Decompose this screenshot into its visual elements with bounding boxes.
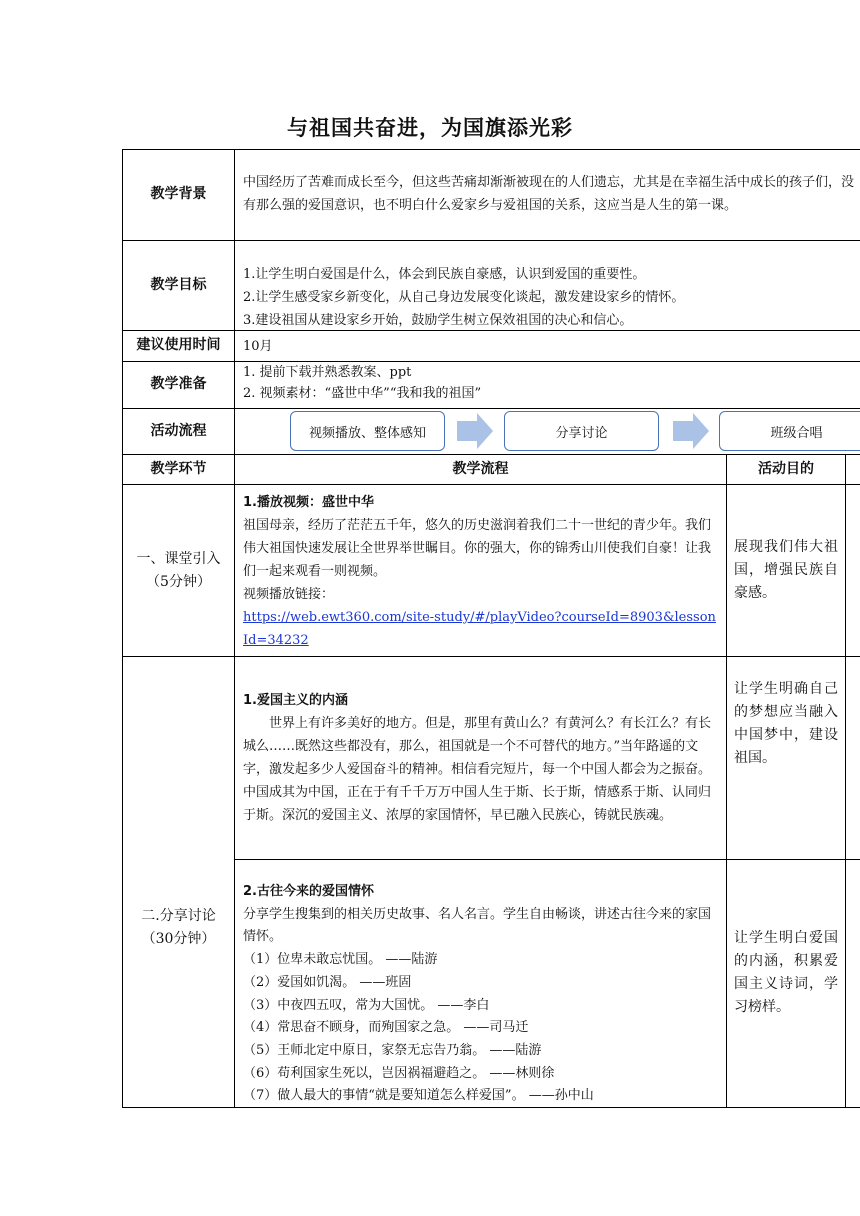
goal-item: 1.让学生明白爱国是什么，体会到民族自豪感，认识到爱国的重要性。 (243, 267, 646, 282)
flow-step-video: 视频播放、整体感知 (290, 411, 445, 451)
stage-duration: （30分钟） (141, 931, 216, 947)
goal-item: 2.让学生感受家乡新变化，从自己身边发展变化谈起，激发建设家乡的情怀。 (243, 290, 685, 305)
section2-stage (123, 905, 234, 951)
header-purpose: 活动目的 (758, 461, 814, 477)
header-process: 教学流程 (452, 461, 509, 477)
part2-purpose: 让学生明白爱国的内涵，积累爱国主义诗词，学习榜样。 (734, 930, 838, 1015)
arrow-right-icon (457, 413, 493, 449)
section2-part2 (243, 881, 723, 1108)
quote-item: （2）爱国如饥渴。 ——班固 (243, 974, 412, 990)
part2-heading: 2.古往今来的爱国情怀 (243, 884, 374, 899)
flow-step-sing: 班级合唱 (719, 411, 860, 451)
section1-heading: 1.播放视频：盛世中华 (243, 495, 374, 510)
section1-stage (123, 548, 234, 594)
goals-label: 教学目标 (150, 277, 207, 293)
quote-item: （5）王师北定中原日，家祭无忘告乃翁。 ——陆游 (243, 1042, 542, 1058)
link-label: 视频播放链接： (243, 587, 335, 602)
section1-body: 祖国母亲，经历了茫茫五千年，悠久的历史滋润着我们二十一世纪的青少年。我们伟大祖国快速发展让全世界举世瞩目。你的强大，你的锦秀山川使我们自豪！让我们一起来观看一则视频。 (243, 518, 712, 579)
time-label: 建议使用时间 (136, 337, 221, 353)
part1-heading: 1.爱国主义的内涵 (243, 693, 348, 708)
time-value: 10月 (243, 339, 273, 354)
goals-list (243, 263, 860, 332)
section1-purpose: 展现我们伟大祖国，增强民族自豪感。 (734, 539, 838, 601)
quote-item: （1）位卑未敢忘忧国。 ——陆游 (243, 952, 438, 968)
section2-part1 (243, 689, 718, 827)
prep-item: 1. 提前下载并熟悉教案、ppt (243, 365, 412, 380)
quote-item: （6）苟利国家生死以，岂因祸福避趋之。 ——林则徐 (243, 1065, 555, 1081)
part1-purpose: 让学生明确自己的梦想应当融入中国梦中，建设祖国。 (734, 681, 838, 766)
stage-name: 二.分享讨论 (141, 908, 216, 924)
header-stage: 教学环节 (150, 461, 207, 477)
prep-label: 教学准备 (150, 376, 207, 392)
video-link[interactable]: https://web.ewt360.com/site-study/#/playVideo?courseId=8903&lessonId=34232 (243, 610, 716, 648)
arrow-right-icon (673, 413, 709, 449)
part1-body: 世界上有许多美好的地方。但是，那里有黄山么？有黄河么？有长江么？有长城么……既然这些都没有，那么，祖国就是一个不可替代的地方。”当年路遥的文字，激发起多少人爱国奋斗的精神。相信看完短片，每一个中国人都会为之振奋。中国成其为中国，正在于有千千万万中国人生于斯、长于斯，情感系于斯、认同归于斯。深沉的爱国主义、浓厚的家国情怀，早已融入民族心，铸就民族魂。 (243, 716, 712, 823)
flow-label: 活动流程 (150, 423, 207, 439)
quote-item: （4）常思奋不顾身，而殉国家之急。 ——司马迁 (243, 1020, 529, 1036)
page-title: 与祖国共奋进，为国旗添光彩 (287, 116, 573, 140)
section1-content (243, 491, 718, 652)
part2-intro: 分享学生搜集到的相关历史故事、名人名言。学生自由畅谈，讲述古往今来的家国情怀。 (243, 906, 712, 945)
quote-item: （3）中夜四五叹，常为大国忧。 ——李白 (243, 997, 490, 1013)
prep-list (243, 362, 843, 404)
quote-item: （7）做人最大的事情“就是要知道怎么样爱国”。 ——孙中山 (243, 1088, 594, 1104)
background-text: 中国经历了苦难而成长至今，但这些苦痛却渐渐被现在的人们遗忘，尤其是在幸福生活中成长的孩子们，没有那么强的爱国意识，也不明白什么爱家乡与爱祖国的关系，这应当是人生的第一课。 (243, 175, 855, 213)
stage-name: 一、课堂引入 (136, 551, 221, 567)
stage-duration: （5分钟） (146, 574, 211, 590)
flow-step-discuss: 分享讨论 (504, 411, 659, 451)
background-label: 教学背景 (150, 186, 207, 202)
goal-item: 3.建设祖国从建设家乡开始，鼓励学生树立保效祖国的决心和信心。 (243, 313, 633, 328)
prep-item: 2. 视频素材：“盛世中华”“我和我的祖国” (243, 386, 482, 401)
